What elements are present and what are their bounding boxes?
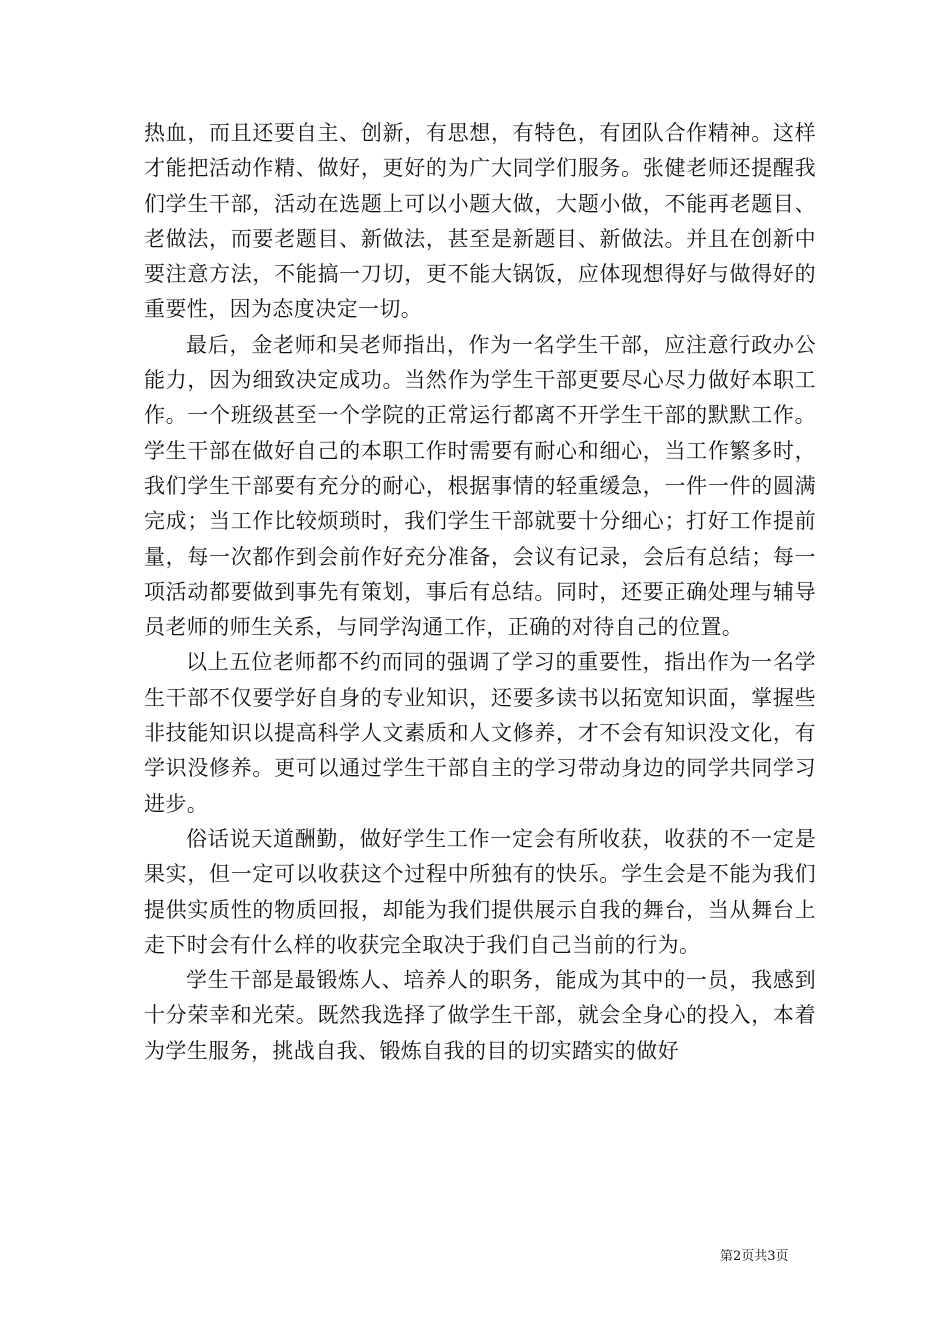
paragraph-admin-skills: 最后，金老师和吴老师指出，作为一名学生干部，应注意行政办公能力，因为细致决定成功。当然作为学生干部更要尽心尽力做好本职工作。一个班级甚至一个学院的正常运行都离不开学生干部的默默工作。学生干部在做好自己的本职工作时需要有耐心和细心，当工作繁多时，我们学生干部要有充分的耐心，根据事情的轻重缓急，一件一件的圆满完成；当工作比较烦琐时，我们学生干部就要十分细心；打好工作提前量，每一次都作到会前作好充分准备，会议有记录，会后有总结；每一项活动都要做到事先有策划，事后有总结。同时，还要正确处理与辅导员老师的师生关系，与同学沟通工作，正确的对待自己的位置。 [144, 332, 816, 640]
paragraph-rewards: 俗话说天道酬勤，做好学生工作一定会有所收获，收获的不一定是果实，但一定可以收获这个过程中所独有的快乐。学生会是不能为我们提供实质性的物质回报，却能为我们提供展示自我的舞台，当从舞台上走下时会有什么样的收获完全取决于我们自己当前的行为。 [144, 826, 816, 957]
paragraph-study-importance: 以上五位老师都不约而同的强调了学习的重要性，指出作为一名学生干部不仅要学好自身的专业知识，还要多读书以拓宽知识面，掌握些非技能知识以提高科学人文素质和人文修养，才不会有知识没文化，有学识没修养。更可以通过学生干部自主的学习带动身边的同学共同学习进步。 [144, 650, 816, 816]
paragraph-commitment: 学生干部是最锻炼人、培养人的职务，能成为其中的一员，我感到十分荣幸和光荣。既然我选择了做学生干部，就会全身心的投入，本着为学生服务，挑战自我、锻炼自我的目的切实踏实的做好 [144, 968, 816, 1063]
document-body [144, 116, 816, 1069]
page-number-footer: 第2页共3页 [720, 1249, 789, 1264]
paragraph-continued: 热血，而且还要自主、创新，有思想，有特色，有团队合作精神。这样才能把活动作精、做好，更好的为广大同学们服务。张健老师还提醒我们学生干部，活动在选题上可以小题大做，大题小做，不能再老题目、老做法，而要老题目、新做法，甚至是新题目、新做法。并且在创新中要注意方法，不能搞一刀切，更不能大锅饭，应体现想得好与做得好的重要性，因为态度决定一切。 [144, 121, 816, 322]
